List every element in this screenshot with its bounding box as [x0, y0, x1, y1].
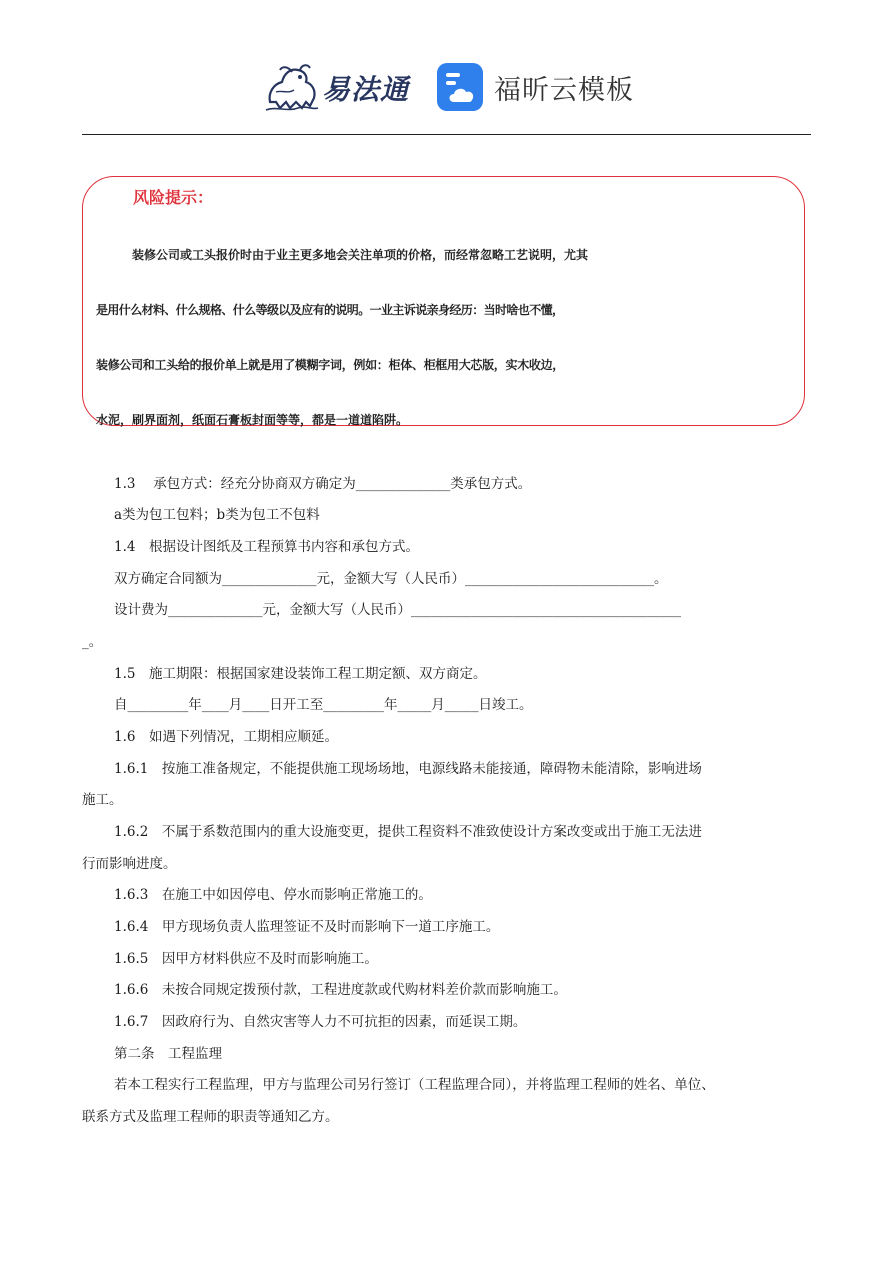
clause-text: 自_________年____月____日开工至_________年_____月_____日竣工。 [114, 697, 533, 713]
clause-text: 行而影响进度。 [82, 856, 177, 872]
clause-1-6-3: 1.6.3 在施工中如因停电、停水而影响正常施工的。 [114, 887, 432, 903]
clause-1-6-1: 1.6.1 按施工准备规定，不能提供施工现场场地，电源线路未能接通，障碍物未能清除，影响进场 [114, 761, 702, 777]
clause-text: _。 [82, 634, 103, 650]
risk-warning-box [82, 176, 805, 426]
risk-title: 风险提示： [133, 188, 214, 207]
clause-text: 联系方式及监理工程师的职责等通知乙方。 [82, 1109, 339, 1125]
article-2-heading: 第二条 工程监理 [114, 1046, 222, 1062]
risk-line: 是用什么材料、什么规格、什么等级以及应有的说明。一业主诉说亲身经历：当时啥也不懂， [96, 303, 564, 317]
clause-text: 若本工程实行工程监理，甲方与监理公司另行签订（工程监理合同），并将监理工程师的姓名、单位、 [114, 1077, 715, 1093]
clause-1-4: 1.4 根据设计图纸及工程预算书内容和承包方式。 [114, 539, 419, 555]
qilin-icon [262, 62, 320, 114]
logo1-text: 易法通 [322, 73, 410, 106]
page-header [0, 58, 893, 128]
risk-line: 装修公司或工头报价时由于业主更多地会关注单项的价格，而经常忽略工艺说明，尤其 [132, 248, 589, 262]
clause-1-6-5: 1.6.5 因甲方材料供应不及时而影响施工。 [114, 951, 378, 967]
clause-text: 设计费为______________元，金额大写（人民币）________________________________________ [114, 602, 681, 618]
clause-text: a类为包工包料；b类为包工不包料 [114, 507, 320, 523]
yifatong-logo [262, 62, 409, 114]
clause-1-6-6: 1.6.6 未按合同规定拨预付款，工程进度款或代购材料差价款而影响施工。 [114, 982, 567, 998]
clause-1-3: 1.3 承包方式：经充分协商双方确定为______________类承包方式。 [114, 476, 532, 492]
clause-1-5: 1.5 施工期限：根据国家建设装饰工程工期定额、双方商定。 [114, 666, 487, 682]
logo2-text: 福昕云模板 [494, 74, 634, 106]
risk-line: 水泥，刷界面剂，纸面石膏板封面等等，都是一道道陷阱。 [96, 413, 409, 427]
clause-1-6-2: 1.6.2 不属于系数范围内的重大设施变更，提供工程资料不准致使设计方案改变或出于施工无法进 [114, 824, 702, 840]
clause-1-6: 1.6 如遇下列情况，工期相应顺延。 [114, 729, 338, 745]
fuxin-logo [436, 62, 634, 112]
clause-text: 施工。 [82, 792, 123, 808]
clause-1-6-7: 1.6.7 因政府行为、自然灾害等人力不可抗拒的因素，而延误工期。 [114, 1014, 527, 1030]
cloud-doc-icon [436, 62, 484, 112]
clause-1-6-4: 1.6.4 甲方现场负责人监理签证不及时而影响下一道工序施工。 [114, 919, 500, 935]
risk-text [96, 228, 798, 448]
risk-line: 装修公司和工头给的报价单上就是用了模糊字词，例如：柜体、柜框用大芯版，实木收边， [96, 358, 565, 372]
header-divider [82, 134, 811, 135]
clause-text: 双方确定合同额为______________元，金额大写（人民币）____________________________。 [114, 571, 668, 587]
